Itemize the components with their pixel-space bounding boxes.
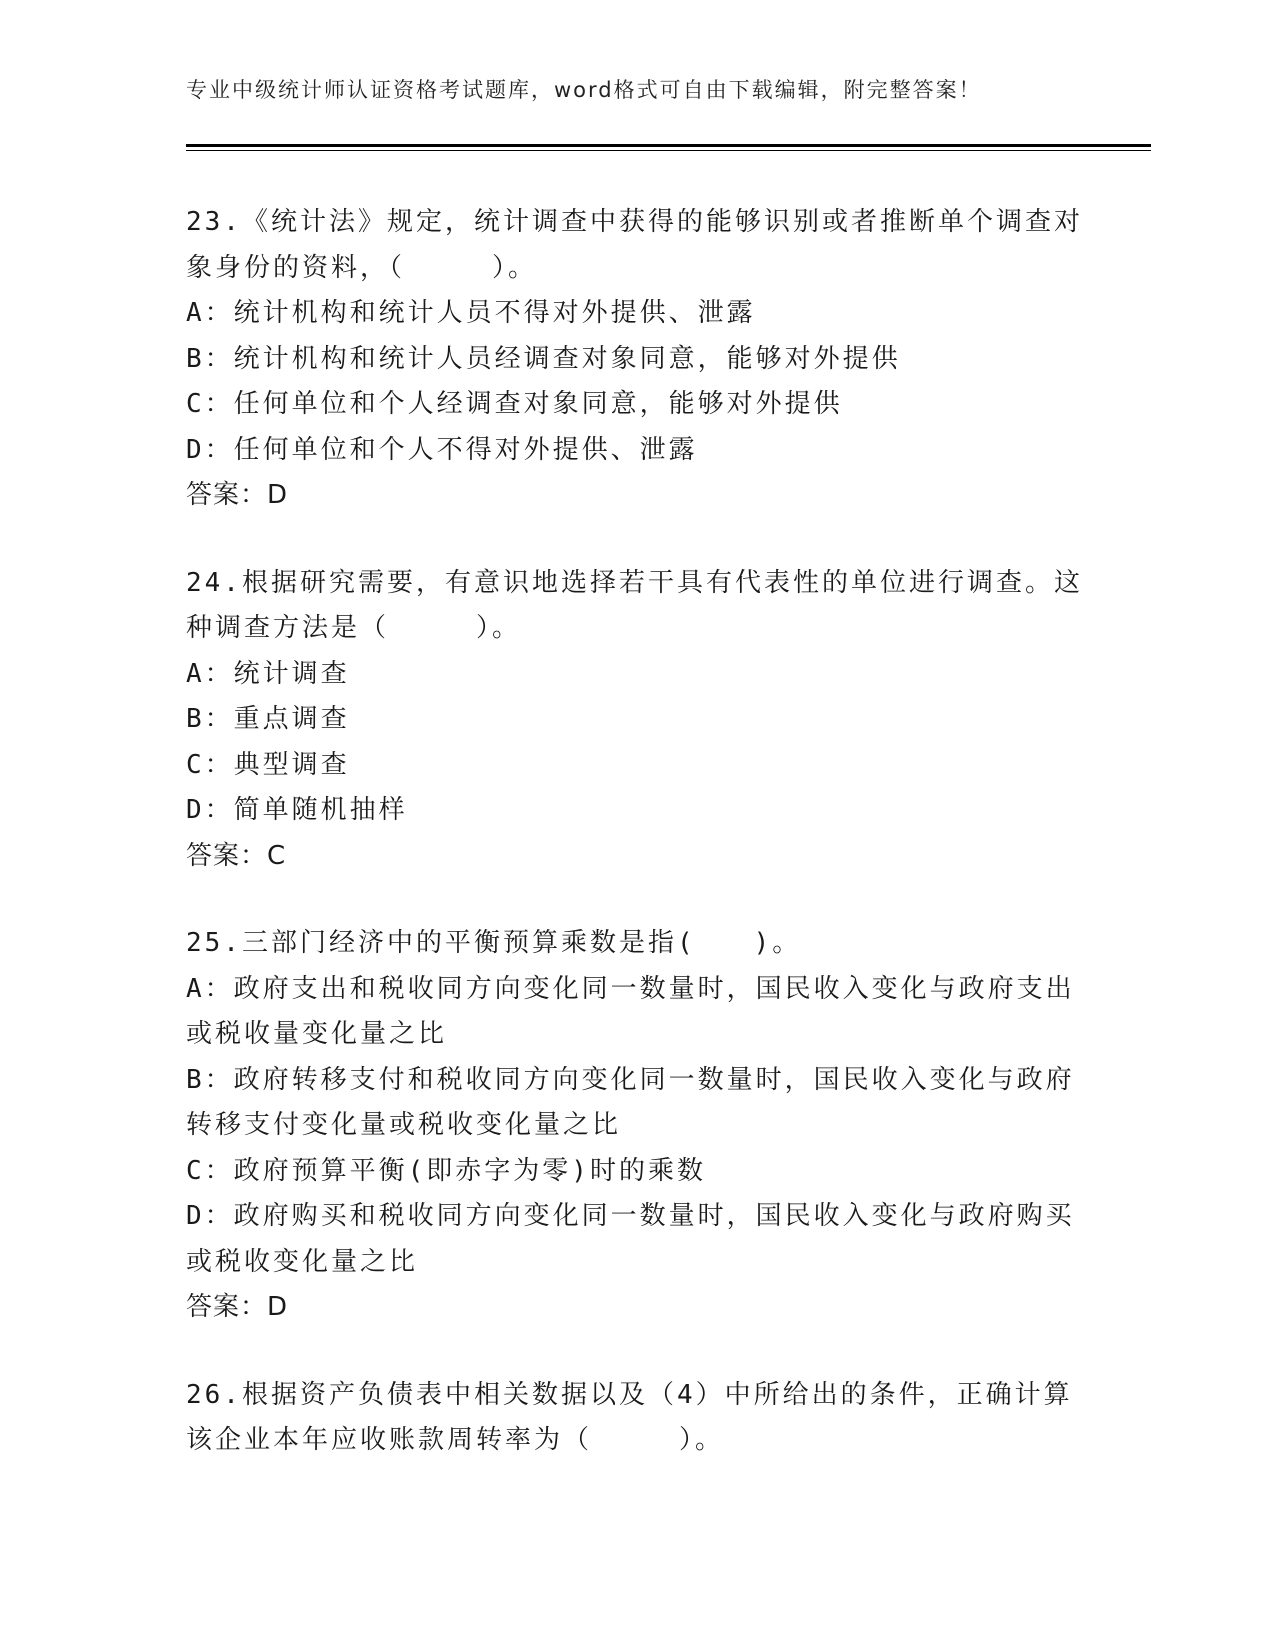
option-d: D：简单随机抽样 bbox=[186, 795, 408, 825]
answer-line bbox=[186, 1285, 1086, 1331]
question-stem: 26.根据资产负债表中相关数据以及（4）中所给出的条件，正确计算该企业本年应收账款周转率为（ ）。 bbox=[186, 1379, 1073, 1455]
header-rule-thin bbox=[186, 150, 1151, 151]
answer-line bbox=[186, 473, 1086, 519]
question-stem: 24.根据研究需要，有意识地选择若干具有代表性的单位进行调查。这种调查方法是（ ）。 bbox=[186, 567, 1083, 643]
option-b: B：重点调查 bbox=[186, 704, 350, 734]
option-a: A：政府支出和税收同方向变化同一数量时，国民收入变化与政府支出或税收量变化量之比 bbox=[186, 973, 1075, 1049]
option-d: D：任何单位和个人不得对外提供、泄露 bbox=[186, 434, 698, 465]
header-rule-thick bbox=[186, 144, 1151, 147]
answer-label: 答案： bbox=[186, 1292, 268, 1322]
answer-value: D bbox=[267, 480, 289, 510]
question-stem: 23.《统计法》规定，统计调查中获得的能够识别或者推断单个调查对象身份的资料，（ ）。 bbox=[186, 207, 1083, 283]
option-a: A：统计调查 bbox=[186, 658, 350, 689]
answer-value: C bbox=[267, 840, 287, 871]
answer-label: 答案： bbox=[186, 840, 268, 871]
answer-line bbox=[186, 834, 1086, 880]
question-25 bbox=[186, 921, 1086, 1331]
option-b: B：政府转移支付和税收同方向变化同一数量时，国民收入变化与政府转移支付变化量或税收变化量之比 bbox=[186, 1064, 1075, 1140]
option-d: D：政府购买和税收同方向变化同一数量时，国民收入变化与政府购买或税收变化量之比 bbox=[186, 1201, 1075, 1277]
question-26 bbox=[186, 1373, 1086, 1464]
question-23 bbox=[186, 200, 1086, 519]
option-c: C：典型调查 bbox=[186, 749, 350, 780]
answer-label: 答案： bbox=[186, 480, 268, 510]
answer-value: D bbox=[267, 1292, 289, 1322]
option-c: C：政府预算平衡(即赤字为零)时的乘数 bbox=[186, 1155, 706, 1186]
page-header: 专业中级统计师认证资格考试题库，word格式可自由下载编辑，附完整答案！ bbox=[186, 78, 982, 102]
question-list bbox=[186, 200, 1086, 1506]
option-a: A：统计机构和统计人员不得对外提供、泄露 bbox=[186, 298, 756, 328]
option-b: B：统计机构和统计人员经调查对象同意，能够对外提供 bbox=[186, 343, 901, 374]
question-stem: 25.三部门经济中的平衡预算乘数是指( )。 bbox=[186, 928, 802, 958]
option-c: C：任何单位和个人经调查对象同意，能够对外提供 bbox=[186, 389, 843, 419]
question-24 bbox=[186, 561, 1086, 880]
